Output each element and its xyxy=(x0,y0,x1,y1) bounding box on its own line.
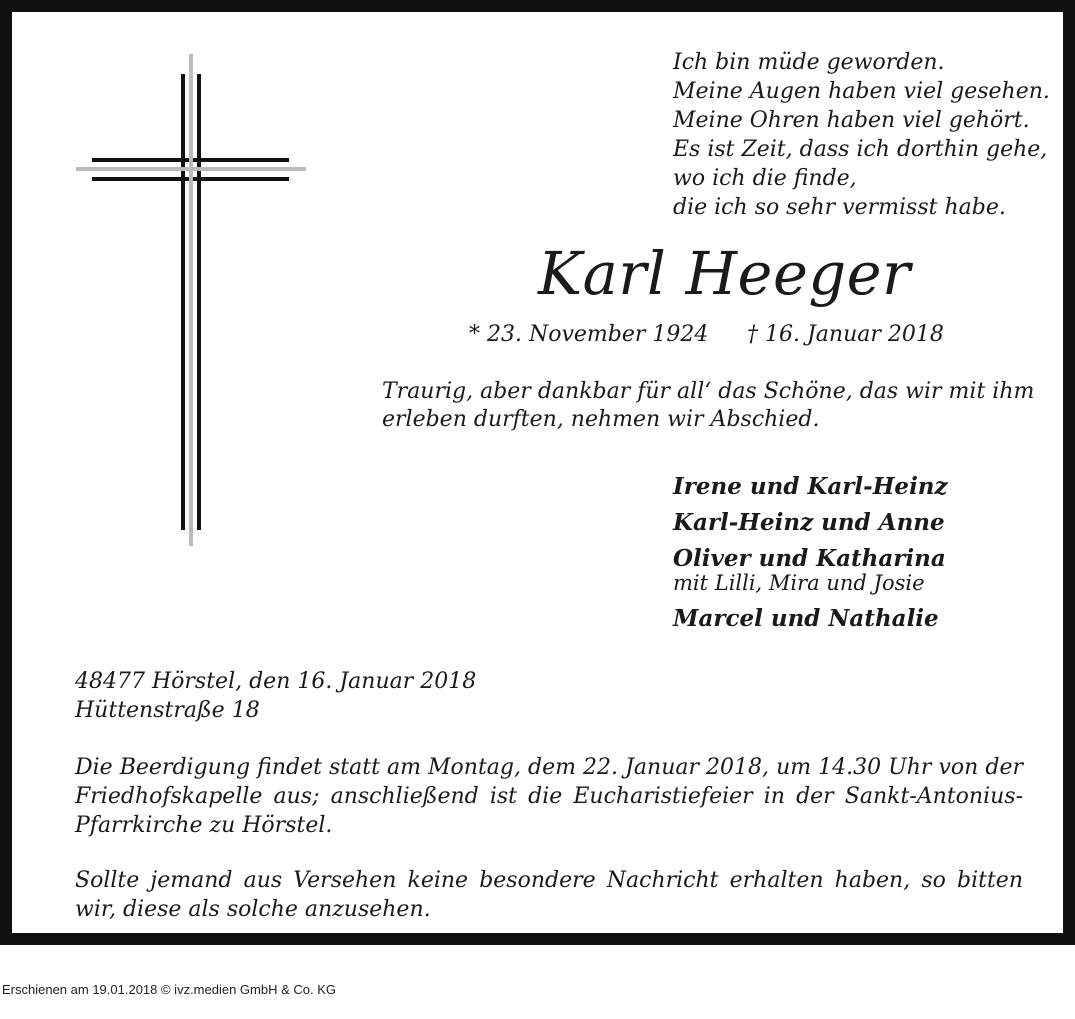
death-date: † 16. Januar 2018 xyxy=(747,322,944,347)
poem xyxy=(673,48,1050,222)
cross-icon xyxy=(72,52,312,552)
farewell-line: Traurig, aber dankbar für all‘ das Schöne, das wir mit ihm xyxy=(382,379,1035,404)
address-block xyxy=(75,667,476,725)
poem-line: Es ist Zeit, dass ich dorthin gehe, xyxy=(673,137,1048,162)
poem-line: Meine Ohren haben viel gehört. xyxy=(673,108,1030,133)
family-member: Karl-Heinz und Anne xyxy=(673,509,945,536)
poem-line: wo ich die finde, xyxy=(673,166,857,191)
family-member: Oliver und Katharina xyxy=(673,545,946,572)
deceased-name: Karl Heeger xyxy=(538,239,911,308)
notice-info: Sollte jemand aus Versehen keine besondere Nachricht erhalten haben, so bitten wir, diese als solche anzusehen. xyxy=(75,868,1023,922)
street-address: Hüttenstraße 18 xyxy=(75,698,260,723)
poem-line: Ich bin müde geworden. xyxy=(673,50,945,75)
birth-date: * 23. November 1924 xyxy=(469,322,709,347)
family-list xyxy=(673,469,948,637)
place-date: 48477 Hörstel, den 16. Januar 2018 xyxy=(75,669,477,694)
farewell-line: erleben durften, nehmen wir Abschied. xyxy=(382,407,820,432)
family-member: Irene und Karl-Heinz xyxy=(673,473,948,500)
funeral-info: Die Beerdigung findet statt am Montag, dem 22. Januar 2018, um 14.30 Uhr von der Friedhofskapelle aus; anschließend ist die Eucharistiefeier in der Sankt-Antonius-Pfarrkirche zu Hörstel. xyxy=(75,755,1023,838)
poem-line: Meine Augen haben viel gesehen. xyxy=(673,79,1050,104)
poem-line: die ich so sehr vermisst habe. xyxy=(673,195,1006,220)
publication-footer: Erschienen am 19.01.2018 © ivz.medien GmbH & Co. KG xyxy=(2,982,337,997)
family-member-children: mit Lilli, Mira und Josie xyxy=(673,571,925,595)
farewell-text xyxy=(382,378,1034,434)
family-member: Marcel und Nathalie xyxy=(673,605,939,632)
